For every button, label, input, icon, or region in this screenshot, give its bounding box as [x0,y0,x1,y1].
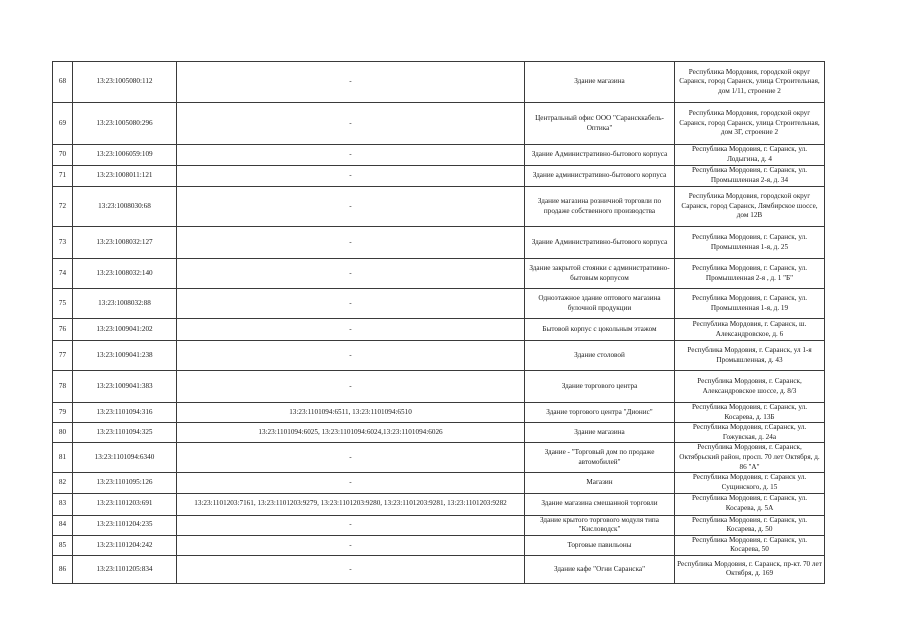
related-cadastral-numbers: - [177,145,525,166]
object-address: Республика Мордовия, г. Саранск ул. Сущинского, д. 15 [675,473,825,493]
object-name: Здание столовой [525,341,675,371]
object-address: Республика Мордовия, городской округ Саранск, город Саранск, Лямбирское шоссе, дом 12В [675,187,825,227]
related-cadastral-numbers: 13:23:1101203:7161, 13:23:1101203:9279, 13:23:1101203:9280, 13:23:1101203:9281, 13:23:1101203:9282 [177,493,525,515]
row-number: 78 [53,371,73,403]
row-number: 81 [53,443,73,473]
row-number: 84 [53,515,73,535]
row-number: 82 [53,473,73,493]
property-registry-table [52,61,825,584]
object-name: Здание Административно-бытового корпуса [525,145,675,166]
cadastral-number: 13:23:1009041:383 [73,371,177,403]
table-row [53,423,825,443]
table-row [53,341,825,371]
object-address: Республика Мордовия, г. Саранск, ул. Косарева, 50 [675,535,825,555]
table-row [53,443,825,473]
cadastral-number: 13:23:1101203:691 [73,493,177,515]
object-address: Республика Мордовия, г. Саранск, ул. Промышленная 1-я, д. 25 [675,227,825,259]
related-cadastral-numbers: 13:23:1101094:6511, 13:23:1101094:6510 [177,403,525,423]
object-name: Здание магазина смешанной торговли [525,493,675,515]
object-name: Здание торгового центра "Дионис" [525,403,675,423]
table-row [53,515,825,535]
cadastral-number: 13:23:1009041:202 [73,319,177,341]
related-cadastral-numbers: - [177,319,525,341]
table-row [53,555,825,583]
table-row [53,319,825,341]
row-number: 68 [53,62,73,103]
object-address: Республика Мордовия, г. Саранск, ул. Промышленная 2-я , д. 1 "Б" [675,259,825,289]
cadastral-number: 13:23:1005080:112 [73,62,177,103]
object-name: Здание кафе "Огни Саранска" [525,555,675,583]
object-address: Республика Мордовия, г. Саранск, Александровское шоссе, д. 8/3 [675,371,825,403]
cadastral-number: 13:23:1008030:68 [73,187,177,227]
row-number: 69 [53,103,73,145]
table-row [53,371,825,403]
related-cadastral-numbers: - [177,535,525,555]
object-name: Здание Административно-бытового корпуса [525,227,675,259]
object-name: Здание магазина [525,62,675,103]
object-address: Республика Мордовия, г. Саранск, ул. Косарева, д. 50 [675,515,825,535]
related-cadastral-numbers: - [177,371,525,403]
object-name: Здание административно-бытового корпуса [525,166,675,187]
cadastral-number: 13:23:1008032:140 [73,259,177,289]
object-name: Здание торгового центра [525,371,675,403]
object-address: Республика Мордовия, г. Саранск, ул. Промышленная 2-я, д. 34 [675,166,825,187]
related-cadastral-numbers: - [177,227,525,259]
object-name: Бытовой корпус с цокольным этажом [525,319,675,341]
object-address: Республика Мордовия, г. Саранск, ш. Александровское, д. 6 [675,319,825,341]
related-cadastral-numbers: - [177,555,525,583]
cadastral-number: 13:23:1101094:325 [73,423,177,443]
table-row [53,403,825,423]
related-cadastral-numbers: - [177,443,525,473]
object-address: Республика Мордовия, г. Саранск, Октябрьский район, просп. 70 лет Октября, д. 86 "А" [675,443,825,473]
table-row [53,493,825,515]
cadastral-number: 13:23:1101204:235 [73,515,177,535]
cadastral-number: 13:23:1008032:88 [73,289,177,319]
related-cadastral-numbers: - [177,166,525,187]
object-name: Центральный офис ООО "Сарансккабель-Оптика" [525,103,675,145]
cadastral-number: 13:23:1101095:126 [73,473,177,493]
object-name: Магазин [525,473,675,493]
object-address: Республика Мордовия, г. Саранск, ул. Косарева, д. 5А [675,493,825,515]
object-address: Республика Мордовия, г. Саранск, пр-кт. 70 лет Октября, д. 169 [675,555,825,583]
row-number: 79 [53,403,73,423]
cadastral-number: 13:23:1101204:242 [73,535,177,555]
object-name: Одноэтажное здание оптового магазина булочной продукции [525,289,675,319]
object-name: Здание магазина розничной торговли по продаже собственного производства [525,187,675,227]
row-number: 85 [53,535,73,555]
row-number: 75 [53,289,73,319]
object-address: Республика Мордовия, г. Саранск, ул 1-я Промышленная, д. 43 [675,341,825,371]
object-name: Здание - "Торговый дом по продаже автомобилей" [525,443,675,473]
related-cadastral-numbers: - [177,62,525,103]
table-row [53,227,825,259]
cadastral-number: 13:23:1101205:834 [73,555,177,583]
table-row [53,187,825,227]
table-row [53,145,825,166]
related-cadastral-numbers: - [177,341,525,371]
table-row [53,289,825,319]
object-name: Здание магазина [525,423,675,443]
related-cadastral-numbers: - [177,259,525,289]
cadastral-number: 13:23:1005080:296 [73,103,177,145]
row-number: 77 [53,341,73,371]
cadastral-number: 13:23:1101094:6340 [73,443,177,473]
object-address: Республика Мордовия, городской округ Саранск, город Саранск, улица Строительная, дом 3Г, строение 2 [675,103,825,145]
table-row [53,166,825,187]
related-cadastral-numbers: - [177,187,525,227]
row-number: 86 [53,555,73,583]
row-number: 80 [53,423,73,443]
object-address: Республика Мордовия, г.Саранск, ул. Гожувская, д. 24а [675,423,825,443]
table-row [53,62,825,103]
table-row [53,103,825,145]
row-number: 74 [53,259,73,289]
row-number: 73 [53,227,73,259]
related-cadastral-numbers: - [177,289,525,319]
related-cadastral-numbers: - [177,473,525,493]
cadastral-number: 13:23:1101094:316 [73,403,177,423]
row-number: 70 [53,145,73,166]
cadastral-number: 13:23:1006059:109 [73,145,177,166]
object-name: Торговые павильоны [525,535,675,555]
related-cadastral-numbers: - [177,515,525,535]
cadastral-number: 13:23:1008032:127 [73,227,177,259]
row-number: 72 [53,187,73,227]
table-row [53,535,825,555]
object-address: Республика Мордовия, городской округ Саранск, город Саранск, улица Строительная, дом 1/11, строение 2 [675,62,825,103]
cadastral-number: 13:23:1008011:121 [73,166,177,187]
object-name: Здание крытого торгового модуля типа "Кисловодск" [525,515,675,535]
related-cadastral-numbers: 13:23:1101094:6025, 13:23:1101094:6024,13:23:1101094:6026 [177,423,525,443]
related-cadastral-numbers: - [177,103,525,145]
table-row [53,259,825,289]
object-address: Республика Мордовия, г. Саранск, ул. Промышленная 1-я, д. 19 [675,289,825,319]
table-row [53,473,825,493]
object-address: Республика Мордовия, г. Саранск, ул. Лодыгина, д. 4 [675,145,825,166]
cadastral-number: 13:23:1009041:238 [73,341,177,371]
row-number: 83 [53,493,73,515]
row-number: 71 [53,166,73,187]
object-name: Здание закрытой стоянки с административно-бытовым корпусом [525,259,675,289]
row-number: 76 [53,319,73,341]
object-address: Республика Мордовия, г. Саранск, ул. Косарева, д. 13Б [675,403,825,423]
table-body [53,62,825,584]
